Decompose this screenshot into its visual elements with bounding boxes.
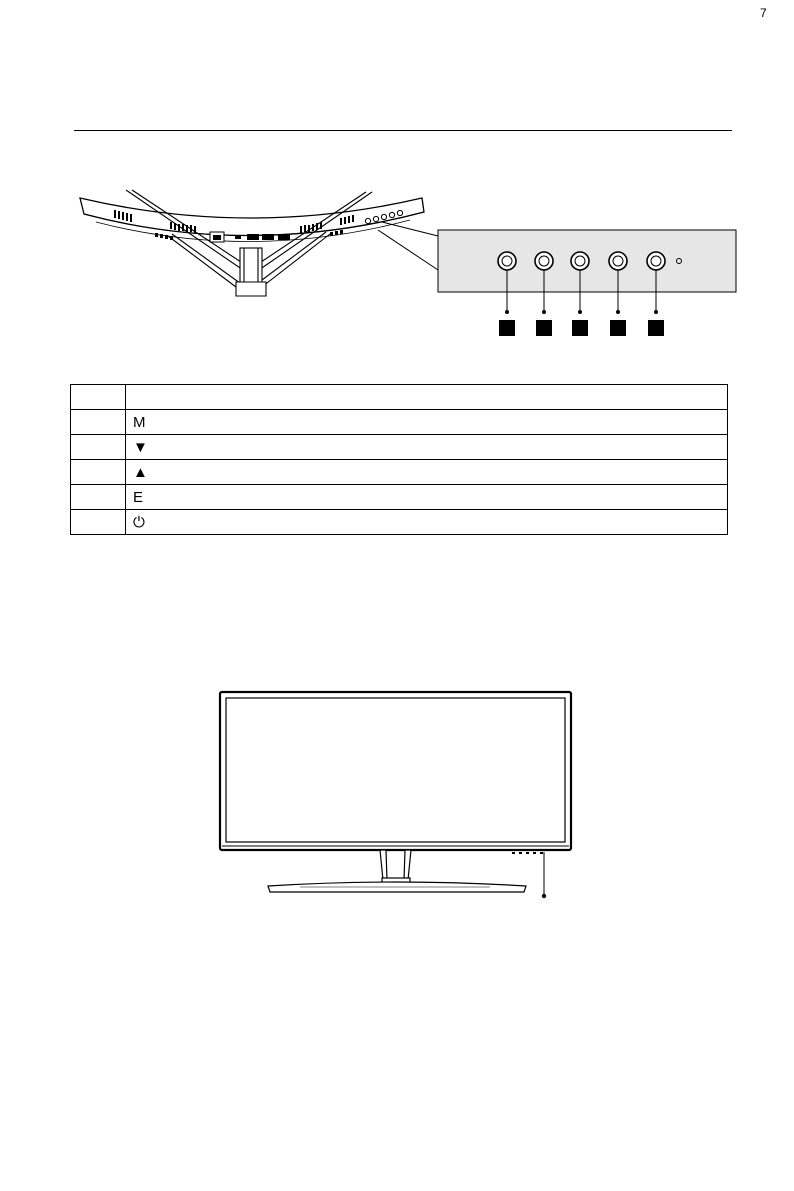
power-symbol: ⏻ <box>126 510 728 535</box>
monitor-front-diagram <box>0 680 794 910</box>
page-number: 7 <box>760 6 767 20</box>
row-number <box>71 510 126 535</box>
callout-3 <box>572 320 588 336</box>
callout-4 <box>610 320 626 336</box>
header-number-cell <box>71 385 126 410</box>
row-number <box>71 460 126 485</box>
table-row <box>71 410 728 435</box>
callout-2 <box>536 320 552 336</box>
table-row <box>71 435 728 460</box>
down-arrow-symbol: ▼ <box>126 435 728 460</box>
table-header-row <box>71 385 728 410</box>
table-row <box>71 485 728 510</box>
menu-symbol: M <box>126 410 728 435</box>
row-number <box>71 410 126 435</box>
row-number <box>71 435 126 460</box>
button-table <box>70 384 728 535</box>
row-number <box>71 485 126 510</box>
callout-1 <box>499 320 515 336</box>
up-arrow-symbol: ▲ <box>126 460 728 485</box>
header-rule <box>74 130 732 131</box>
table-row <box>71 510 728 535</box>
header-description-cell <box>126 385 728 410</box>
exit-symbol: E <box>126 485 728 510</box>
callout-5 <box>648 320 664 336</box>
monitor-rear-diagram <box>0 180 794 350</box>
table-row <box>71 460 728 485</box>
